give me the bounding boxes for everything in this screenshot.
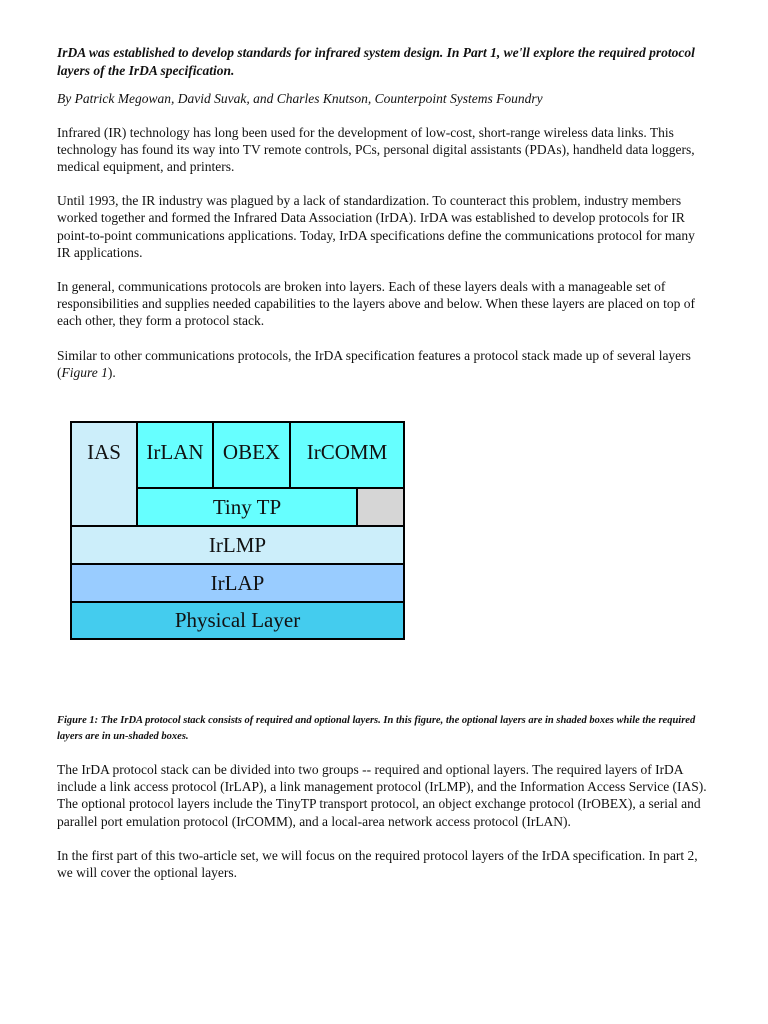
layer-irlan: IrLAN — [136, 421, 214, 489]
layer-ias: IAS — [70, 421, 138, 527]
figure-reference: Figure 1 — [61, 364, 108, 380]
article-byline: By Patrick Megowan, David Suvak, and Charles Knutson, Counterpoint Systems Foundry — [57, 91, 543, 106]
paragraph-2: Until 1993, the IR industry was plagued by a lack of standardization. To counteract this problem, industry members worked together and formed the Infrared Data Association (IrDA). IrDA was established to develop protocols for IR point-to-point communications applications. Today, IrDA specifications define the communications protocol for many IR applications. — [57, 193, 695, 260]
layer-physical: Physical Layer — [70, 601, 405, 640]
article-body — [57, 44, 707, 398]
layer-tinytp: Tiny TP — [136, 487, 358, 527]
figure-caption: Figure 1: The IrDA protocol stack consists of required and optional layers. In this figure, the optional layers are in shaded boxes while the required layers are in un-shaded boxes. — [57, 715, 696, 742]
layer-irlmp: IrLMP — [70, 525, 405, 565]
layer-irlap: IrLAP — [70, 563, 405, 603]
paragraph-3: In general, communications protocols are broken into layers. Each of these layers deals with a manageable set of responsibilities and supplies needed capabilities to the layers above and below. When these layers are placed on top of each other, they form a protocol stack. — [57, 278, 696, 329]
paragraph-1: Infrared (IR) technology has long been used for the development of low-cost, short-range wireless data links. This technology has found its way into TV remote controls, PCs, personal digital assistants (PDAs), handheld data loggers, medical equipment, and printers. — [57, 124, 695, 174]
paragraph-6: In the first part of this two-article set, we will focus on the required protocol layers of the IrDA specification. In part 2, we will cover the optional layers. — [57, 847, 698, 881]
paragraph-5: The IrDA protocol stack can be divided into two groups -- required and optional layers. The required layers of IrDA include a link access protocol (IrLAP), a link management protocol (IrLMP), and the Information Access Service (IAS). The optional protocol layers include the TinyTP transport protocol, an object exchange protocol (IrOBEX), a serial and parallel port emulation protocol (IrCOMM), and a local-area network access protocol (IrLAN). — [57, 762, 707, 829]
layer-ircomm: IrCOMM — [289, 421, 405, 489]
paragraph-4-text: Similar to other communications protocols, the IrDA specification features a protocol stack made up of several layers ( — [57, 347, 691, 380]
paragraph-4 — [57, 347, 707, 381]
layer-empty-slot — [356, 487, 405, 527]
protocol-stack-diagram — [70, 421, 405, 640]
article-lead: IrDA was established to develop standards for infrared system design. In Part 1, we'll explore the required protocol layers of the IrDA specification. — [57, 45, 695, 78]
article-continued — [57, 761, 707, 898]
layer-obex: OBEX — [212, 421, 291, 489]
paragraph-4-end: ). — [107, 364, 116, 380]
